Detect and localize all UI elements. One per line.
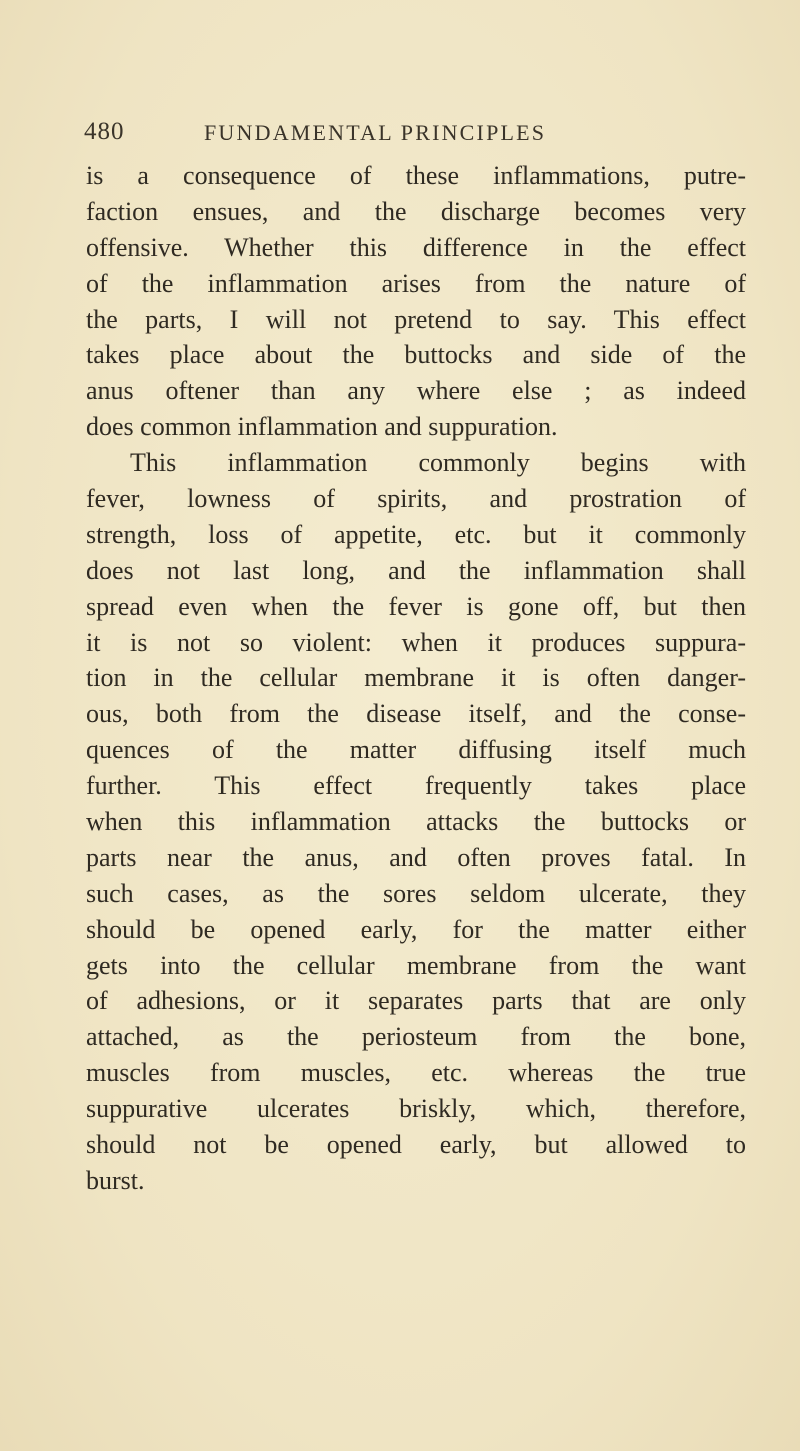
- text-line: it is not so violent: when it produces suppura-: [86, 627, 746, 657]
- text-line: suppurative ulcerates briskly, which, therefore,: [86, 1094, 746, 1124]
- text-line: quences of the matter diffusing itself much: [86, 735, 746, 765]
- text-line: fever, lowness of spirits, and prostration of: [86, 484, 746, 514]
- text-line: This inflammation commonly begins with: [130, 448, 746, 478]
- running-head: [84, 118, 764, 152]
- text-line: strength, loss of appetite, etc. but it commonly: [86, 519, 746, 549]
- text-line: offensive. Whether this difference in the effect: [86, 232, 746, 262]
- running-title: FUNDAMENTAL PRINCIPLES: [204, 120, 547, 145]
- text-line: attached, as the periosteum from the bone,: [86, 1022, 746, 1052]
- text-line: of the inflammation arises from the nature of: [86, 268, 746, 298]
- text-line: is a consequence of these inflammations, putre-: [86, 161, 746, 190]
- text-line: the parts, I will not pretend to say. This effect: [86, 304, 746, 334]
- text-line: tion in the cellular membrane it is often danger-: [86, 663, 746, 693]
- text-line: should not be opened early, but allowed to: [86, 1130, 746, 1160]
- body-text: [86, 158, 746, 1199]
- text-line: takes place about the buttocks and side of the: [86, 340, 746, 370]
- text-line: such cases, as the sores seldom ulcerate, they: [86, 878, 746, 908]
- text-line: does not last long, and the inflammation shall: [86, 555, 746, 585]
- text-line: spread even when the fever is gone off, but then: [86, 591, 746, 621]
- text-line: further. This effect frequently takes place: [86, 771, 746, 801]
- text-line: does common inflammation and suppuration.: [86, 412, 558, 442]
- text-line: burst.: [86, 1165, 145, 1195]
- text-line: parts near the anus, and often proves fatal. In: [86, 842, 746, 872]
- text-line: when this inflammation attacks the buttocks or: [86, 807, 746, 837]
- page-number: 480: [84, 118, 125, 145]
- text-line: muscles from muscles, etc. whereas the true: [86, 1058, 746, 1088]
- text-line: of adhesions, or it separates parts that are only: [86, 986, 746, 1016]
- text-line: should be opened early, for the matter either: [86, 914, 746, 944]
- text-line: ous, both from the disease itself, and the conse-: [86, 699, 746, 729]
- text-line: anus oftener than any where else ; as indeed: [86, 376, 746, 406]
- text-line: gets into the cellular membrane from the want: [86, 950, 746, 980]
- text-line: faction ensues, and the discharge becomes very: [86, 196, 746, 226]
